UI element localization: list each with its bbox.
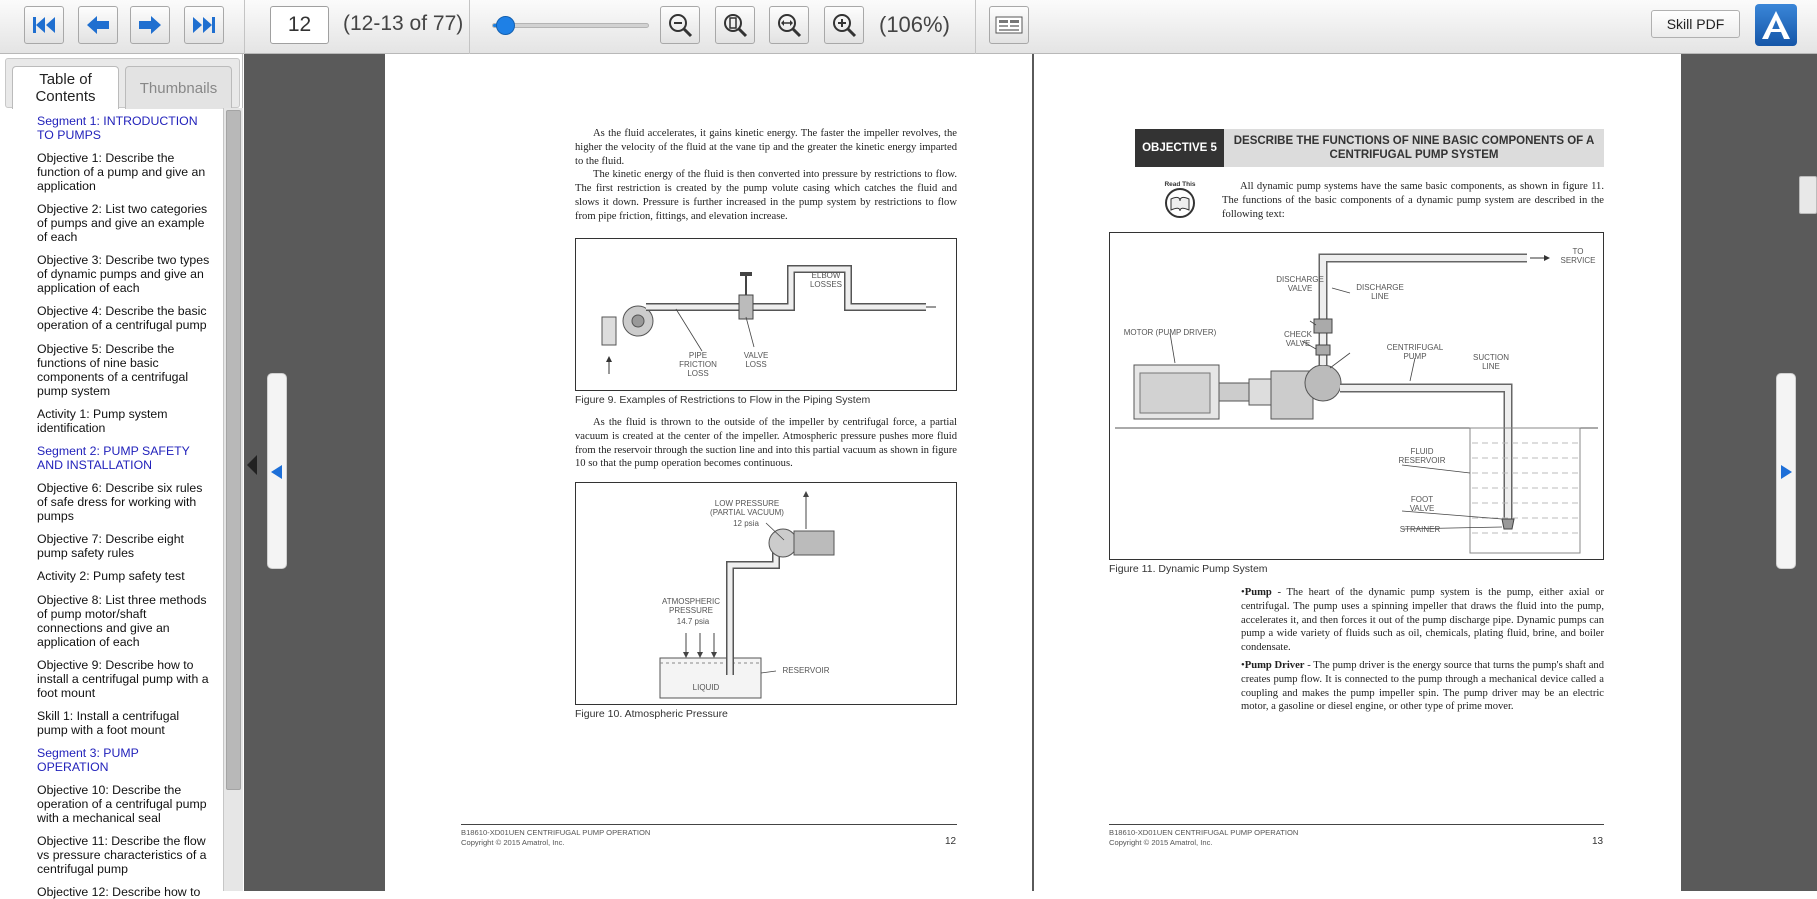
toc-scrollbar-thumb[interactable] [226, 110, 241, 790]
last-page-icon [191, 14, 217, 36]
label-12-psia: 12 psia [733, 519, 759, 528]
footer-copyright: Copyright © 2015 Amatrol, Inc. [461, 838, 565, 847]
bullet-pump [1241, 586, 1604, 655]
zoom-slider[interactable] [492, 23, 649, 28]
collapse-sidebar-icon[interactable] [247, 455, 257, 475]
toc-item[interactable]: Objective 1: Describe the function of a pump and give an application [37, 151, 206, 193]
zoom-in-icon [831, 12, 857, 38]
bullet-term: Pump Driver [1244, 660, 1305, 671]
toolbar [0, 0, 1817, 54]
page-layout-button[interactable] [989, 6, 1029, 44]
body-text [575, 416, 957, 471]
separator [469, 0, 470, 54]
chevron-right-icon [1781, 465, 1792, 479]
figure-11 [1109, 232, 1604, 560]
tab-label: Table of Contents [35, 71, 96, 105]
label-discharge-line: DISCHARGE LINE [1356, 283, 1404, 301]
toc-item[interactable]: Objective 5: Describe the functions of nine basic components of a centrifugal pump system [37, 342, 189, 398]
toc-item[interactable]: Objective 11: Describe the flow vs pressure characteristics of a centrifugal pump [37, 834, 207, 876]
toc-item[interactable]: Objective 4: Describe the basic operation of a centrifugal pump [37, 304, 207, 332]
toc-item[interactable]: Objective 9: Describe how to install a centrifugal pump with a foot mount [37, 658, 209, 700]
objective-title: DESCRIBE THE FUNCTIONS OF NINE BASIC COMPONENTS OF A CENTRIFUGAL PUMP SYSTEM [1224, 129, 1604, 167]
arrow-right-icon [137, 14, 163, 36]
label-pipe-friction: PIPE FRICTION LOSS [679, 351, 717, 378]
tab-thumbnails[interactable] [125, 66, 232, 109]
label-low-pressure: LOW PRESSURE (PARTIAL VACUUM) [710, 499, 784, 517]
zoom-fit-page-icon [722, 12, 748, 38]
label-foot-valve: FOOT VALVE [1409, 495, 1435, 513]
separator [975, 0, 976, 54]
tab-table-of-contents[interactable] [12, 66, 119, 109]
zoom-out-icon [667, 12, 693, 38]
toc-item[interactable]: Objective 12: Describe how to [37, 885, 201, 899]
toc-scrollbar[interactable] [223, 108, 243, 891]
zoom-out-button[interactable] [660, 6, 700, 44]
body-text [575, 127, 957, 224]
paragraph: The kinetic energy of the fluid is then converted into pressure by restrictions to flow. The first restriction is created by the pump volute casing which catches the fluid and slows it down. Pressure is further increased in the pump system by restrictions to flow from pipe friction, fittings, and elevation increase. [575, 169, 957, 222]
viewer-scrollbar-thumb[interactable] [1799, 176, 1817, 214]
sidebar [0, 54, 243, 899]
figure-9 [575, 238, 957, 391]
label-discharge-valve: DISCHARGE VALVE [1276, 275, 1324, 293]
bullet-term: Pump [1244, 587, 1272, 598]
bullet-text: - The pump driver is the energy source that turns the pump's shaft and creates pump flow. It is connected to the pump through a mechanical device called a coupling and makes the pump impeller spin. The pump driver may be an electric motor, a gasoline or diesel engine, or other type of prime mover. [1241, 660, 1604, 713]
first-page-icon [31, 14, 57, 36]
last-page-button[interactable] [184, 6, 224, 44]
footer-copyright: Copyright © 2015 Amatrol, Inc. [1109, 838, 1213, 847]
table-of-contents [0, 106, 223, 899]
toc-item[interactable]: Objective 6: Describe six rules of safe dress for working with pumps [37, 481, 203, 523]
footer-doc-id: B18610-XD01UEN CENTRIFUGAL PUMP OPERATION [1109, 828, 1299, 837]
page-number: 12 [945, 836, 957, 847]
toc-item[interactable]: Activity 2: Pump safety test [37, 569, 185, 583]
toc-item[interactable]: Segment 1: INTRODUCTION TO PUMPS [37, 114, 198, 142]
toc-item[interactable]: Activity 1: Pump system identification [37, 407, 168, 435]
label-suction-line: SUCTION LINE [1473, 353, 1509, 371]
skill-pdf-button[interactable]: Skill PDF [1651, 10, 1740, 38]
label-atmospheric-pressure: ATMOSPHERIC PRESSURE [661, 597, 721, 615]
page-number: 13 [1592, 836, 1604, 847]
zoom-in-button[interactable] [824, 6, 864, 44]
next-page-button[interactable] [130, 6, 170, 44]
figure-9-caption: Figure 9. Examples of Restrictions to Flow in the Piping System [575, 394, 871, 406]
zoom-fit-width-icon [776, 12, 802, 38]
bullet-marker: • [1241, 587, 1245, 598]
footer-doc-id: B18610-XD01UEN CENTRIFUGAL PUMP OPERATION [461, 828, 651, 837]
footer-rule [1109, 824, 1604, 825]
paragraph: As the fluid accelerates, it gains kinetic energy. The faster the impeller revolves, the higher the velocity of the fluid at the vane tip and the greater the kinetic energy imparted to the fluid. [575, 128, 957, 167]
zoom-slider-handle[interactable] [496, 16, 515, 35]
page-number-input[interactable] [270, 6, 329, 44]
toc-item[interactable]: Objective 2: List two categories of pumps and give an example of each [37, 202, 208, 244]
next-page-tab[interactable] [1776, 373, 1796, 569]
bullet-text: - The heart of the dynamic pump system is the pump, either axial or centrifugal. The pump uses a spinning impeller that draws the fluid into the pump, accelerates it, and then forces it out of the pump discharge pipe. Dynamic pumps can pump a wide variety of fluids such as oil, chemicals, plating fluid, brine, and boiler condensate. [1241, 587, 1604, 654]
dynamic-pump-system-diagram [1110, 233, 1603, 559]
label-centrifugal-pump: CENTRIFUGAL PUMP [1386, 343, 1444, 361]
body-text [1222, 180, 1604, 221]
toc-item[interactable]: Objective 3: Describe two types of dynamic pumps and give an application of each [37, 253, 210, 295]
label-fluid-reservoir: FLUID RESERVOIR [1398, 447, 1446, 465]
previous-page-tab[interactable] [267, 373, 287, 569]
fit-page-button[interactable] [715, 6, 755, 44]
figure-11-caption: Figure 11. Dynamic Pump System [1109, 563, 1268, 575]
page-12 [385, 54, 1032, 891]
paragraph: As the fluid is thrown to the outside of the impeller by centrifugal force, a partial vacuum is created at the center of the impeller. Atmospheric pressure pushes more fluid from the reservoir through the suction line and into this partial vacuum as shown in figure 10 so that the pump operation becomes continuous. [575, 417, 957, 470]
fit-width-button[interactable] [769, 6, 809, 44]
toc-item[interactable]: Objective 10: Describe the operation of a centrifugal pump with a mechanical seal [37, 783, 207, 825]
label-reservoir: RESERVOIR [782, 666, 830, 675]
chevron-left-icon [271, 465, 282, 479]
toc-item[interactable]: Objective 7: Describe eight pump safety rules [37, 532, 184, 560]
page-13 [1034, 54, 1681, 891]
previous-page-button[interactable] [78, 6, 118, 44]
bullet-marker: • [1241, 660, 1245, 671]
label-to-service: TO SERVICE [1560, 247, 1596, 265]
toc-item[interactable]: Skill 1: Install a centrifugal pump with a foot mount [37, 709, 180, 737]
first-page-button[interactable] [24, 6, 64, 44]
zoom-level-label: (106%) [879, 12, 950, 37]
label-14-7-psia: 14.7 psia [676, 617, 710, 626]
label-liquid: LIQUID [692, 683, 720, 692]
label-valve-loss: VALVE LOSS [743, 351, 769, 369]
bullet-pump-driver [1241, 659, 1604, 714]
separator [244, 0, 245, 54]
sidebar-tabs [5, 58, 240, 108]
objective-tag: OBJECTIVE 5 [1135, 129, 1224, 167]
page-range-label: (12-13 of 77) [343, 12, 464, 35]
figure-10 [575, 482, 957, 705]
amatrol-logo[interactable] [1755, 4, 1797, 46]
logo-a-icon [1759, 8, 1793, 42]
footer-rule [461, 824, 957, 825]
arrow-left-icon [85, 14, 111, 36]
tab-label: Thumbnails [139, 79, 218, 97]
toc-item[interactable]: Objective 8: List three methods of pump motor/shaft connections and give an application of each [37, 593, 207, 649]
read-this-label: Read This [1164, 181, 1196, 188]
label-motor: MOTOR (PUMP DRIVER) [1123, 328, 1217, 337]
label-elbow-losses: ELBOW LOSSES [809, 271, 842, 289]
figure-10-caption: Figure 10. Atmospheric Pressure [575, 708, 728, 720]
page-layout-icon [995, 14, 1023, 36]
label-check-valve: CHECK VALVE [1283, 330, 1312, 348]
label-strainer: STRAINER [1399, 525, 1441, 534]
toc-item[interactable]: Segment 2: PUMP SAFETY AND INSTALLATION [37, 444, 190, 472]
toc-item[interactable]: Segment 3: PUMP OPERATION [37, 746, 139, 774]
paragraph: All dynamic pump systems have the same basic components, as shown in figure 11. The functions of the basic components of a dynamic pump system are described in the following text: [1222, 181, 1604, 220]
